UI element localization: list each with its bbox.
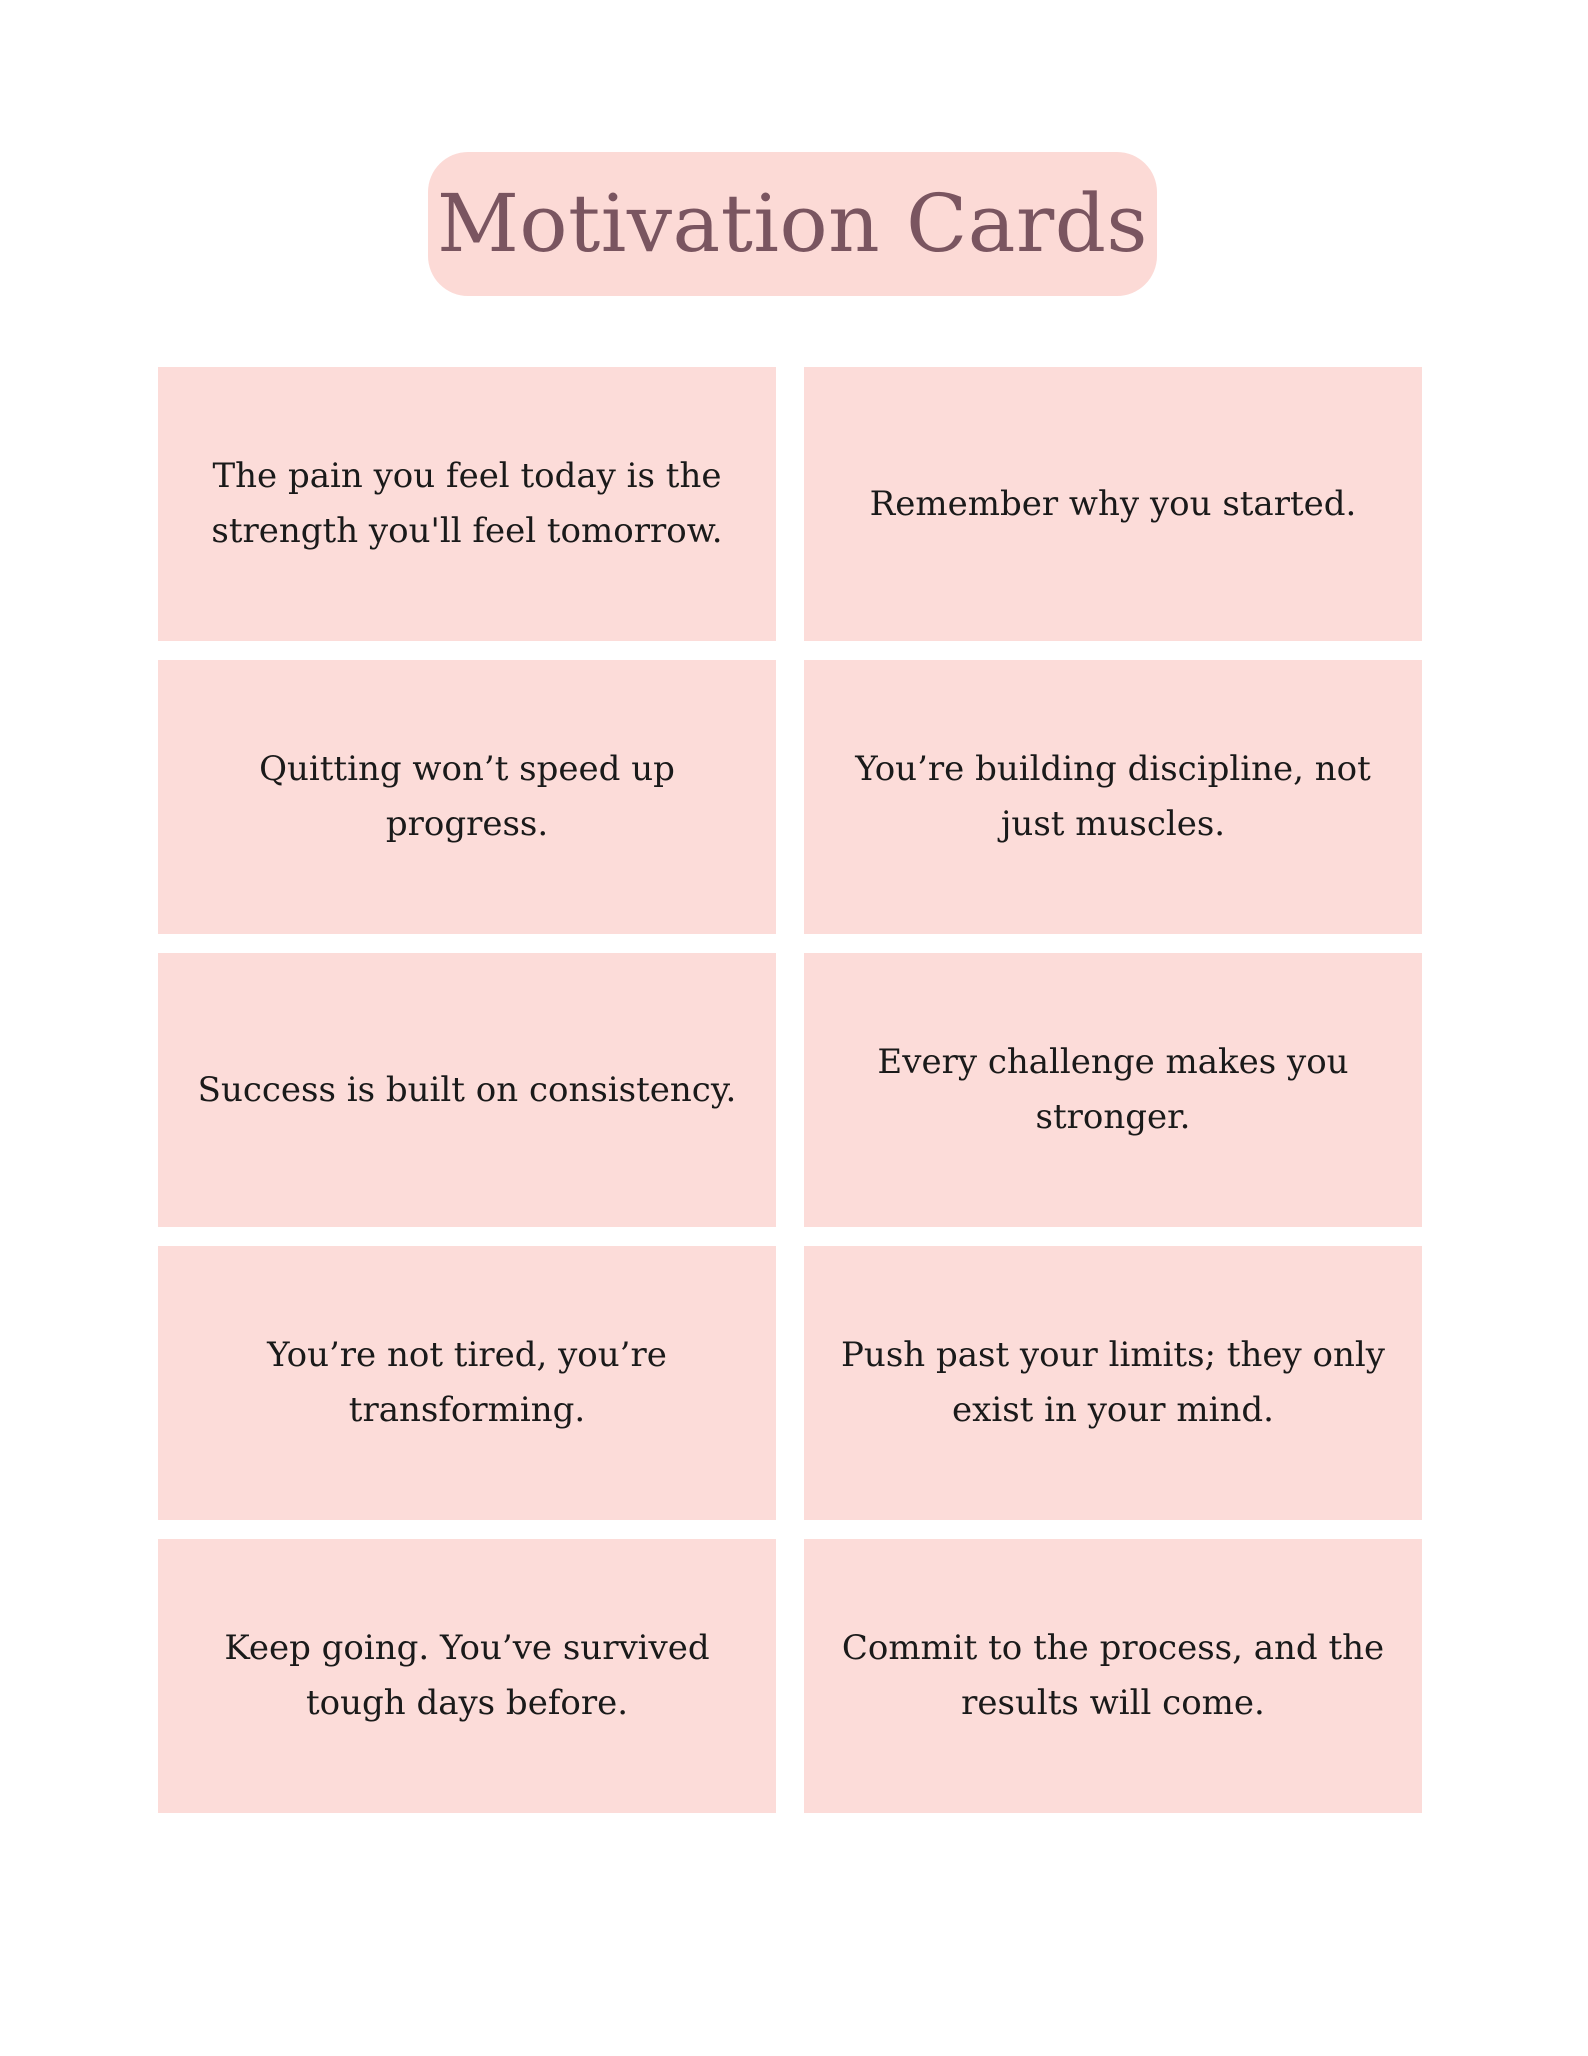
motivation-card-quote: Every challenge makes you stronger. (877, 1042, 1349, 1137)
motivation-card-quote: Quitting won’t speed up progress. (259, 749, 675, 844)
motivation-card-quote: Success is built on consistency. (197, 1069, 737, 1110)
motivation-card-quote: Remember why you started. (869, 483, 1357, 524)
motivation-card-quote: You’re not tired, you’re transforming. (267, 1335, 667, 1430)
motivation-card (804, 1246, 1422, 1520)
motivation-card-quote: Commit to the process, and the results will come. (841, 1628, 1385, 1723)
motivation-card-quote: Push past your limits; they only exist in your mind. (841, 1335, 1385, 1430)
motivation-card (158, 660, 776, 934)
motivation-card-quote: The pain you feel today is the strength you'll feel tomorrow. (211, 456, 723, 551)
motivation-card-quote: Keep going. You’ve survived tough days before. (224, 1628, 710, 1723)
motivation-card (804, 953, 1422, 1227)
page-title: Motivation Cards (437, 177, 1148, 270)
motivation-card (158, 1246, 776, 1520)
motivation-card (804, 1539, 1422, 1813)
title-banner (428, 152, 1157, 296)
motivation-card-quote: You’re building discipline, not just muscles. (855, 749, 1371, 844)
motivation-card (804, 367, 1422, 641)
motivation-card (804, 660, 1422, 934)
motivation-card (158, 367, 776, 641)
motivation-card (158, 953, 776, 1227)
motivation-card-grid (158, 367, 1422, 1813)
motivation-card (158, 1539, 776, 1813)
